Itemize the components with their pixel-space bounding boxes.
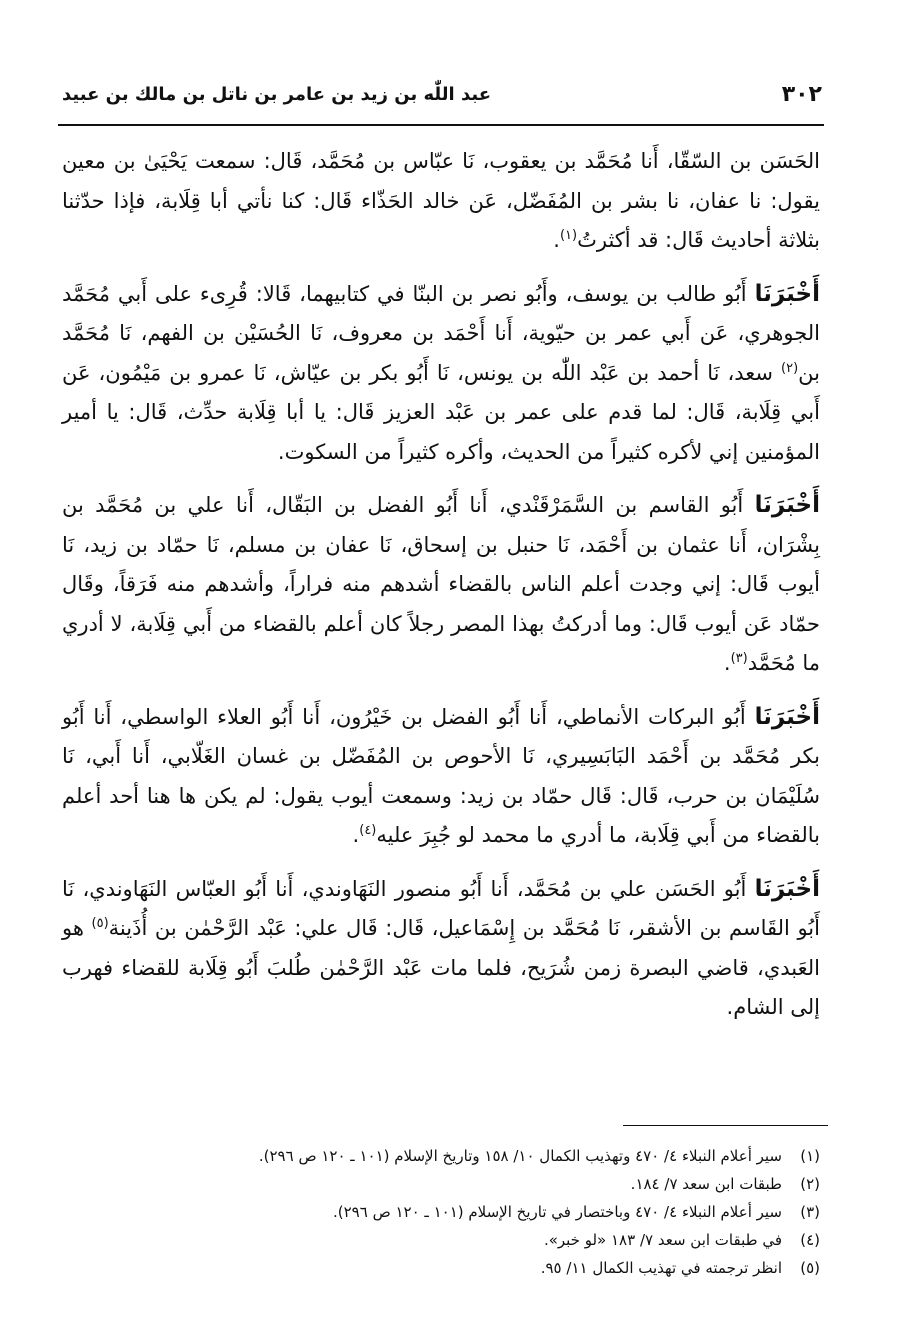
paragraph-text: الحَسَن بن السّقّا، أَنا مُحَمَّد بن يعقوب، نَا عبّاس بن مُحَمَّد، قَال: سمعت يَحْيَىٰ بن معين يقول: نا عفان، نا بشر بن المُفَضّل، عَن خالد الحَذّاء قَال: كنا نأتي أبا قِلَابة، فإذا حدّثنا بثلاثة أحاديث قَال: قد أكثرتُ (62, 149, 820, 252)
footnote-ref: (٣) (730, 651, 748, 666)
footnotes (120, 1142, 820, 1282)
paragraph-3 (62, 486, 820, 684)
paragraph-tail: . (723, 651, 731, 675)
footnote-text: طبقات ابن سعد ٧/ ١٨٤. (630, 1175, 782, 1193)
footnote-item (120, 1198, 820, 1226)
paragraph-tail: . (553, 228, 560, 252)
paragraph-1 (62, 142, 820, 261)
paragraph-text: أَبُو القاسم بن السَّمَرْقَنْدي، أَنا أَبُو الفضل بن البَقّال، أَنا علي بن مُحَمَّد بن بِشْرَان، أَنا عثمان بن أَحْمَد، نَا حنبل بن إسحاق، نَا عفان بن مسلم، نَا حمّاد بن زيد، نَا أيوب قَال: إني وجدت أعلم الناس بالقضاء أشدهم منه فراراً، وأشدهم منه فَرَقاً، وقَال حمّاد عَن أيوب قَال: وما أدركتُ بهذا المصر رجلاً كان أعلم بالقضاء من أَبي قِلَابة، لا أدري ما مُحَمَّد (62, 493, 820, 675)
footnote-ref: (١) (559, 228, 578, 243)
footnote-item (120, 1142, 820, 1170)
footnote-item (120, 1170, 820, 1198)
paragraph-lead: أَخْبَرَنَا (754, 875, 820, 902)
paragraph-4 (62, 698, 820, 856)
paragraph-text: أَبُو طالب بن يوسف، وأَبُو نصر بن البنّا في كتابيهما، قَالا: قُرِىء على أَبي مُحَمَّد الجوهري، عَن أَبي عمر بن حيّوية، أَنا أَحْمَد بن معروف، نَا الحُسَيْن بن الفهم، نَا مُحَمَّد بن (62, 281, 820, 385)
footnote-text: سير أعلام النبلاء ٤/ ٤٧٠ وتهذيب الكمال ١٠/ ١٥٨ وتاريخ الإسلام (١٠١ ـ ١٢٠ ص ٢٩٦). (258, 1147, 782, 1165)
paragraph-2 (62, 275, 820, 473)
footnote-ref: (٤) (359, 823, 377, 838)
paragraph-tail: . (352, 823, 360, 847)
footnote-ref: (٢) (781, 360, 799, 376)
paragraph-5 (62, 870, 820, 1028)
footnote-number: (٣) (800, 1203, 820, 1221)
footnote-number: (٥) (800, 1259, 820, 1277)
main-text (62, 142, 820, 1042)
paragraph-lead: أَخْبَرَنَا (754, 703, 820, 730)
footnote-text: سير أعلام النبلاء ٤/ ٤٧٠ وباختصار في تاريخ الإسلام (١٠١ ـ ١٢٠ ص ٢٩٦). (333, 1203, 782, 1221)
footnote-ref: (٥) (91, 916, 109, 931)
footnote-number: (١) (800, 1147, 820, 1165)
paragraph-lead: أَخْبَرَنَا (754, 280, 820, 307)
paragraph-lead: أَخْبَرَنَا (754, 492, 820, 518)
footnote-number: (٢) (800, 1175, 820, 1193)
paragraph-tail: سعد، نَا أحمد بن عَبْد اللّٰه بن يونس، نَا أَبُو بكر بن عيّاش، نَا عمرو بن مَيْمُون، عَن أَبي قِلَابة، قَال: لما قدم على عمر بن عَبْد العزيز قَال: يا أبا قِلَابة حدِّث، قَال: يا أمير المؤمنين إني لأكره كثيراً من الحديث، وأكره كثيراً من السكوت. (62, 360, 820, 464)
paragraph-text: أَبُو الحَسَن علي بن مُحَمَّد، أَنا أَبُو منصور النَهَاوندي، أَنا أَبُو العبّاس النَهَاوندي، نَا أَبُو القَاسم بن الأشقر، نَا مُحَمَّد بن إِسْمَاعيل، قَال: قَال علي: عَبْد الرَّحْمٰن بن أُذَينة (62, 876, 820, 940)
footnote-rule (623, 1125, 828, 1126)
page-number: ٣٠٢ (781, 82, 822, 107)
footnote-text: انظر ترجمته في تهذيب الكمال ١١/ ٩٥. (540, 1259, 782, 1277)
footnote-text: في طبقات ابن سعد ٧/ ١٨٣ «لو خبر». (543, 1231, 782, 1249)
paragraph-text: أَبُو البركات الأنماطي، أَنا أَبُو الفضل بن خَيْرُون، أَنا أَبُو العلاء الواسطي، أَنا أَبُو بكر مُحَمَّد بن أَحْمَد البَابَسِيري، نَا الأحوص بن المُفَضّل بن غسان الغَلّابي، أَنا أَبي، نَا سُلَيْمَان بن حرب، قَال: قَال حمّاد بن زيد: وسمعت أيوب يقول: لم يكن ها هنا أحد أعلم بالقضاء من أَبي قِلَابة، ما أدري ما محمد لو جُبِرَ عليه (62, 704, 820, 847)
footnote-number: (٤) (800, 1231, 820, 1249)
page-header (62, 76, 822, 116)
running-title: عبد اللّٰه بن زيد بن عامر بن ناتل بن مالك بن عبيد (62, 84, 492, 105)
footnote-item (120, 1254, 820, 1282)
paragraph-tail: هو العَبدي، قاضي البصرة زمن شُرَيح، فلما مات عَبْد الرَّحْمٰن طُلبَ أَبُو قِلَابة للقضاء فهرب إلى الشام. (62, 916, 820, 1019)
header-rule (58, 124, 824, 126)
footnote-item (120, 1226, 820, 1254)
